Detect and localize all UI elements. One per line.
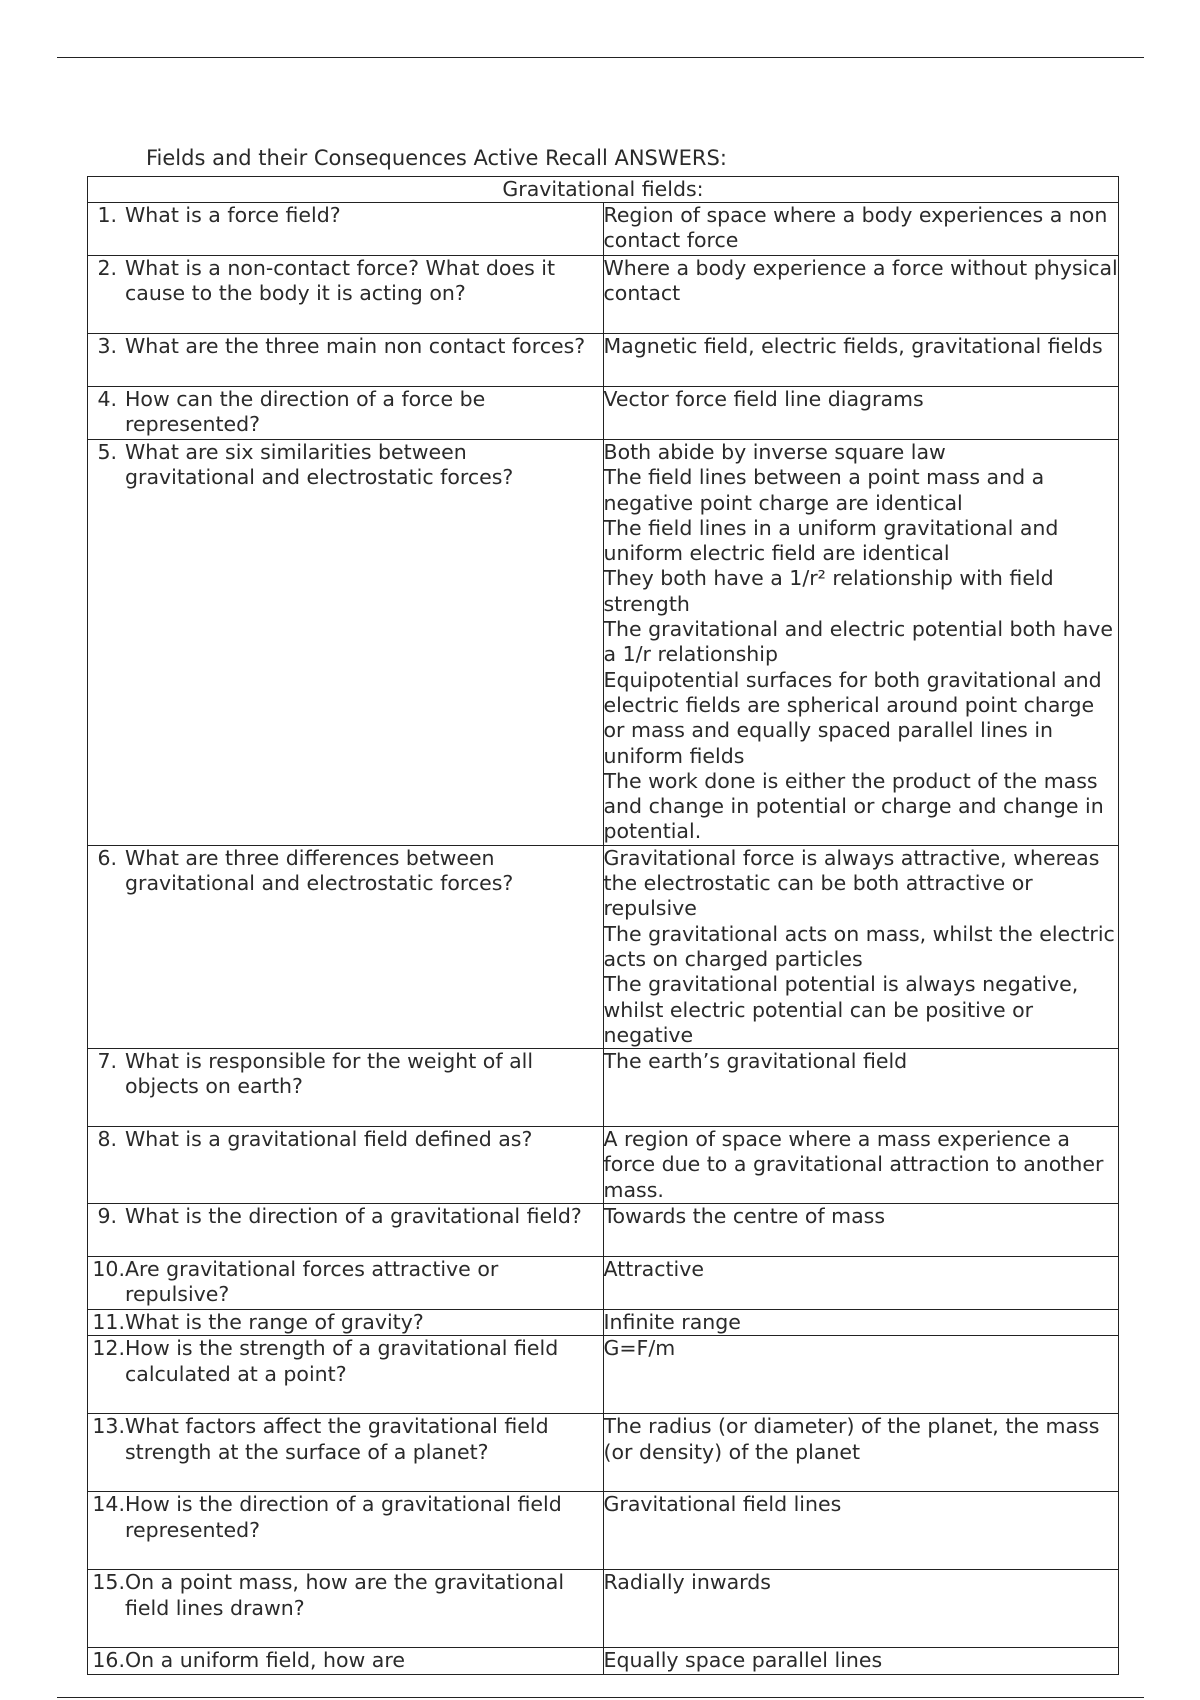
question-text: What is the direction of a gravitational field?: [125, 1204, 582, 1229]
question-cell: [88, 256, 604, 334]
answer-line: Equipotential surfaces for both gravitational and electric fields are spherical around point charge or mass and equally spaced parallel lines in uniform fields: [603, 667, 1102, 768]
question-number: 11.: [92, 1310, 125, 1335]
question-number: 1.: [97, 203, 117, 227]
question-cell: [88, 1257, 604, 1310]
question-number: 5.: [97, 440, 117, 464]
answer-line: Equally space parallel lines: [603, 1648, 883, 1673]
question-cell: [88, 845, 604, 1048]
header-rule: [57, 57, 1144, 58]
question-number: 7.: [97, 1049, 117, 1074]
table-row: [88, 1648, 1119, 1674]
table-row: [88, 387, 1119, 440]
table-row: [88, 1310, 1119, 1336]
answer-cell: [603, 1257, 1119, 1310]
question-cell: [88, 334, 604, 387]
question-number: 16.: [92, 1648, 125, 1673]
answer-cell: [603, 1310, 1119, 1336]
question-number: 3.: [97, 334, 117, 358]
question-cell: [88, 1127, 604, 1204]
qa-table: [87, 176, 1119, 1675]
question-cell: [88, 1414, 604, 1492]
table-row: [88, 1492, 1119, 1570]
section-row: [88, 177, 1119, 203]
table-row: [88, 1127, 1119, 1204]
table-row: [88, 845, 1119, 1048]
answer-line: The work done is either the product of the mass and change in potential or charge and change in potential.: [603, 768, 1104, 844]
answer-line: Gravitational force is always attractive, whereas the electrostatic can be both attractive or repulsive: [603, 845, 1100, 921]
answer-cell: [603, 256, 1119, 334]
answer-cell: [603, 1127, 1119, 1204]
question-cell: [88, 203, 604, 256]
question-text: What is responsible for the weight of all objects on earth?: [125, 1049, 534, 1099]
answer-cell: [603, 334, 1119, 387]
question-text: What are the three main non contact forces?: [125, 334, 586, 358]
answer-cell: [603, 845, 1119, 1048]
answer-line: A region of space where a mass experience a force due to a gravitational attraction to another mass.: [603, 1127, 1104, 1202]
question-cell: [88, 387, 604, 440]
question-text: What is a non-contact force? What does it cause to the body it is acting on?: [125, 256, 555, 306]
question-text: What factors affect the gravitational field strength at the surface of a planet?: [125, 1414, 549, 1464]
question-number: 9.: [97, 1204, 117, 1229]
question-cell: [88, 1336, 604, 1414]
answer-line: The earth’s gravitational field: [603, 1049, 908, 1074]
question-cell: [88, 1310, 604, 1336]
question-cell: [88, 440, 604, 846]
answer-cell: [603, 440, 1119, 846]
answer-line: Both abide by inverse square law: [603, 440, 946, 464]
table-row: [88, 1570, 1119, 1648]
answer-line: The gravitational and electric potential both have a 1/r relationship: [603, 617, 1113, 667]
question-number: 8.: [97, 1127, 117, 1152]
table-row: [88, 1204, 1119, 1257]
question-cell: [88, 1204, 604, 1257]
question-text: What is the range of gravity?: [125, 1310, 424, 1335]
answer-cell: [603, 1204, 1119, 1257]
page-title: Fields and their Consequences Active Recall ANSWERS:: [146, 146, 727, 170]
answer-line: Region of space where a body experiences a non contact force: [603, 203, 1108, 253]
question-number: 6.: [97, 845, 117, 870]
question-number: 2.: [97, 256, 117, 280]
table-row: [88, 256, 1119, 334]
question-text: What are six similarities between gravitational and electrostatic forces?: [125, 440, 514, 490]
question-text: What are three differences between gravitational and electrostatic forces?: [125, 845, 514, 896]
answer-line: The gravitational potential is always negative, whilst electric potential can be positive or negative: [603, 972, 1079, 1047]
table-row: [88, 440, 1119, 846]
question-number: 4.: [97, 387, 117, 411]
answer-cell: [603, 1648, 1119, 1674]
answer-line: Where a body experience a force without physical contact: [603, 256, 1118, 306]
question-number: 13.: [92, 1414, 125, 1439]
table-row: [88, 1257, 1119, 1310]
question-text: How is the direction of a gravitational field represented?: [125, 1492, 562, 1542]
answer-cell: [603, 1414, 1119, 1492]
answer-line: Gravitational field lines: [603, 1492, 842, 1517]
answer-line: They both have a 1/r² relationship with field strength: [603, 566, 1054, 616]
question-number: 10.: [92, 1257, 125, 1282]
answer-cell: [603, 1336, 1119, 1414]
section-heading: Gravitational fields:: [88, 177, 1119, 203]
table-row: [88, 1336, 1119, 1414]
question-cell: [88, 1570, 604, 1648]
answer-line: Vector force field line diagrams: [603, 387, 924, 411]
answer-cell: [603, 1492, 1119, 1570]
answer-cell: [603, 387, 1119, 440]
footer-rule: [57, 1697, 1144, 1698]
answer-line: Radially inwards: [603, 1570, 771, 1595]
answer-line: G=F/m: [603, 1336, 676, 1361]
question-cell: [88, 1492, 604, 1570]
table-row: [88, 1049, 1119, 1127]
question-number: 15.: [92, 1570, 125, 1595]
answer-line: The gravitational acts on mass, whilst the electric acts on charged particles: [603, 921, 1115, 971]
table-row: [88, 203, 1119, 256]
table-row: [88, 1414, 1119, 1492]
answer-line: Attractive: [603, 1257, 704, 1282]
answer-cell: [603, 1570, 1119, 1648]
answer-line: Infinite range: [603, 1310, 741, 1335]
question-text: How can the direction of a force be represented?: [125, 387, 486, 437]
question-text: How is the strength of a gravitational field calculated at a point?: [125, 1336, 559, 1386]
question-number: 12.: [92, 1336, 125, 1361]
question-number: 14.: [92, 1492, 125, 1517]
question-text: What is a gravitational field defined as?: [125, 1127, 533, 1152]
question-text: Are gravitational forces attractive or repulsive?: [125, 1257, 499, 1307]
answer-line: The field lines in a uniform gravitational and uniform electric field are identical: [603, 515, 1059, 566]
table-row: [88, 334, 1119, 387]
answer-line: The field lines between a point mass and a negative point charge are identical: [603, 465, 1045, 515]
question-text: On a uniform field, how are: [125, 1648, 405, 1673]
answer-cell: [603, 203, 1119, 256]
question-text: On a point mass, how are the gravitational field lines drawn?: [125, 1570, 565, 1620]
answer-line: Towards the centre of mass: [603, 1204, 886, 1229]
question-cell: [88, 1049, 604, 1127]
answer-line: The radius (or diameter) of the planet, the mass (or density) of the planet: [603, 1414, 1100, 1464]
answer-cell: [603, 1049, 1119, 1127]
answer-line: Magnetic field, electric fields, gravitational fields: [603, 334, 1103, 358]
question-cell: [88, 1648, 604, 1674]
question-text: What is a force field?: [125, 203, 341, 227]
